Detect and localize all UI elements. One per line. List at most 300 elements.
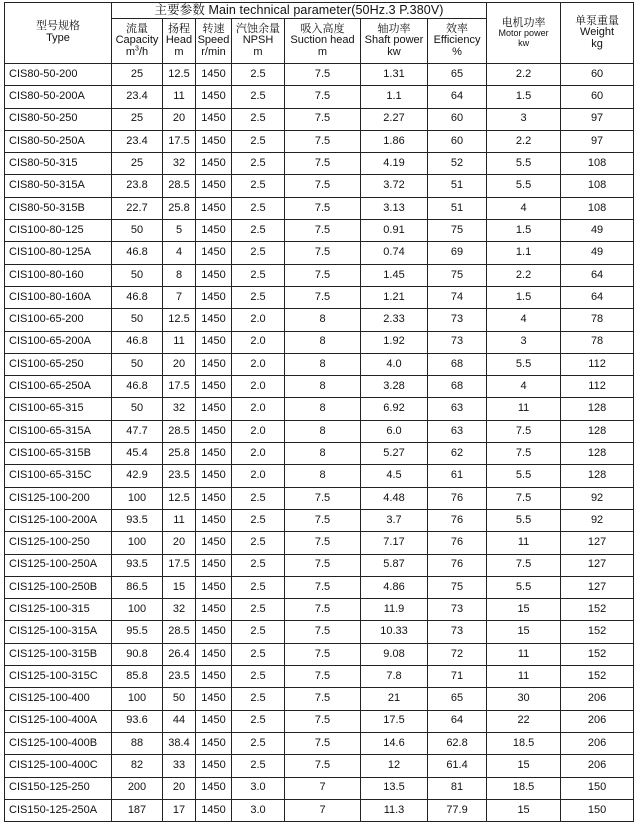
cell-motor-power: 2.2 (487, 264, 561, 286)
cell-efficiency: 74 (428, 286, 487, 308)
cell-speed: 1450 (196, 465, 232, 487)
table-row (5, 621, 634, 643)
cell-type: CIS125-100-315A (5, 621, 112, 643)
cell-shaft-power: 2.33 (361, 309, 428, 331)
header-type: 型号规格 Type (5, 3, 112, 64)
cell-speed: 1450 (196, 799, 232, 821)
cell-motor-power: 11 (487, 643, 561, 665)
cell-speed: 1450 (196, 420, 232, 442)
cell-suction-head: 8 (285, 420, 361, 442)
cell-speed: 1450 (196, 175, 232, 197)
table-row (5, 197, 634, 219)
header-head: 扬程 Head m (163, 19, 196, 64)
table-row (5, 799, 634, 821)
cell-motor-power: 4 (487, 309, 561, 331)
cell-npsh: 2.5 (232, 710, 285, 732)
cell-suction-head: 8 (285, 376, 361, 398)
cell-speed: 1450 (196, 509, 232, 531)
table-row (5, 286, 634, 308)
cell-npsh: 2.5 (232, 576, 285, 598)
table-row (5, 532, 634, 554)
cell-shaft-power: 4.48 (361, 487, 428, 509)
cell-shaft-power: 1.21 (361, 286, 428, 308)
cell-speed: 1450 (196, 353, 232, 375)
pump-spec-table (4, 2, 634, 822)
table-row (5, 710, 634, 732)
cell-head: 32 (163, 398, 196, 420)
cell-speed: 1450 (196, 666, 232, 688)
cell-type: CIS100-65-250 (5, 353, 112, 375)
cell-capacity: 47.7 (112, 420, 163, 442)
cell-speed: 1450 (196, 688, 232, 710)
cell-weight: 128 (561, 420, 634, 442)
cell-type: CIS80-50-200A (5, 86, 112, 108)
cell-shaft-power: 9.08 (361, 643, 428, 665)
cell-shaft-power: 10.33 (361, 621, 428, 643)
cell-capacity: 23.4 (112, 86, 163, 108)
cell-head: 7 (163, 286, 196, 308)
table-row (5, 86, 634, 108)
cell-type: CIS125-100-200 (5, 487, 112, 509)
cell-weight: 49 (561, 242, 634, 264)
cell-capacity: 82 (112, 755, 163, 777)
cell-efficiency: 75 (428, 576, 487, 598)
cell-head: 11 (163, 509, 196, 531)
cell-type: CIS100-65-315A (5, 420, 112, 442)
cell-efficiency: 64 (428, 86, 487, 108)
cell-weight: 108 (561, 175, 634, 197)
table-row (5, 666, 634, 688)
cell-weight: 206 (561, 688, 634, 710)
cell-shaft-power: 6.92 (361, 398, 428, 420)
cell-speed: 1450 (196, 487, 232, 509)
cell-efficiency: 68 (428, 353, 487, 375)
cell-efficiency: 51 (428, 175, 487, 197)
table-row (5, 376, 634, 398)
cell-head: 33 (163, 755, 196, 777)
cell-suction-head: 7.5 (285, 688, 361, 710)
cell-suction-head: 7 (285, 799, 361, 821)
cell-type: CIS150-125-250A (5, 799, 112, 821)
cell-capacity: 100 (112, 487, 163, 509)
cell-type: CIS100-65-200 (5, 309, 112, 331)
cell-speed: 1450 (196, 130, 232, 152)
cell-efficiency: 71 (428, 666, 487, 688)
cell-capacity: 46.8 (112, 286, 163, 308)
cell-weight: 127 (561, 554, 634, 576)
cell-head: 28.5 (163, 420, 196, 442)
cell-motor-power: 3 (487, 108, 561, 130)
cell-suction-head: 7.5 (285, 197, 361, 219)
cell-type: CIS100-65-200A (5, 331, 112, 353)
cell-suction-head: 8 (285, 309, 361, 331)
cell-npsh: 2.0 (232, 443, 285, 465)
cell-capacity: 50 (112, 309, 163, 331)
cell-npsh: 2.5 (232, 175, 285, 197)
cell-head: 20 (163, 353, 196, 375)
cell-shaft-power: 4.86 (361, 576, 428, 598)
cell-efficiency: 76 (428, 487, 487, 509)
cell-capacity: 46.8 (112, 331, 163, 353)
cell-head: 25.8 (163, 197, 196, 219)
cell-npsh: 2.5 (232, 487, 285, 509)
cell-capacity: 88 (112, 732, 163, 754)
cell-motor-power: 18.5 (487, 777, 561, 799)
cell-shaft-power: 21 (361, 688, 428, 710)
cell-suction-head: 7.5 (285, 264, 361, 286)
cell-capacity: 50 (112, 220, 163, 242)
table-row (5, 130, 634, 152)
cell-efficiency: 63 (428, 398, 487, 420)
cell-motor-power: 15 (487, 599, 561, 621)
table-row (5, 465, 634, 487)
cell-shaft-power: 3.72 (361, 175, 428, 197)
cell-npsh: 2.5 (232, 532, 285, 554)
cell-weight: 78 (561, 309, 634, 331)
cell-npsh: 2.5 (232, 755, 285, 777)
cell-efficiency: 65 (428, 64, 487, 86)
cell-npsh: 2.0 (232, 465, 285, 487)
cell-weight: 92 (561, 487, 634, 509)
cell-motor-power: 5.5 (487, 153, 561, 175)
cell-head: 20 (163, 532, 196, 554)
header-motor-power: 电机功率 Motor power kw (487, 3, 561, 64)
cell-efficiency: 52 (428, 153, 487, 175)
cell-speed: 1450 (196, 732, 232, 754)
cell-head: 26.4 (163, 643, 196, 665)
cell-type: CIS100-80-160 (5, 264, 112, 286)
cell-motor-power: 4 (487, 376, 561, 398)
cell-speed: 1450 (196, 710, 232, 732)
cell-type: CIS80-50-315A (5, 175, 112, 197)
cell-capacity: 85.8 (112, 666, 163, 688)
cell-capacity: 50 (112, 264, 163, 286)
cell-capacity: 93.5 (112, 509, 163, 531)
cell-type: CIS125-100-315B (5, 643, 112, 665)
cell-speed: 1450 (196, 286, 232, 308)
cell-suction-head: 7.5 (285, 108, 361, 130)
cell-npsh: 2.5 (232, 621, 285, 643)
cell-shaft-power: 7.8 (361, 666, 428, 688)
cell-shaft-power: 12 (361, 755, 428, 777)
cell-weight: 127 (561, 532, 634, 554)
cell-capacity: 25 (112, 153, 163, 175)
cell-npsh: 2.5 (232, 86, 285, 108)
cell-weight: 97 (561, 130, 634, 152)
cell-head: 17.5 (163, 130, 196, 152)
cell-suction-head: 7.5 (285, 509, 361, 531)
cell-suction-head: 7.5 (285, 220, 361, 242)
cell-suction-head: 7.5 (285, 242, 361, 264)
cell-efficiency: 76 (428, 532, 487, 554)
table-row (5, 643, 634, 665)
cell-efficiency: 77.9 (428, 799, 487, 821)
table-row (5, 309, 634, 331)
cell-npsh: 2.5 (232, 286, 285, 308)
cell-suction-head: 7.5 (285, 175, 361, 197)
cell-npsh: 3.0 (232, 777, 285, 799)
cell-efficiency: 69 (428, 242, 487, 264)
cell-efficiency: 64 (428, 710, 487, 732)
cell-npsh: 2.5 (232, 264, 285, 286)
cell-weight: 108 (561, 153, 634, 175)
table-row (5, 420, 634, 442)
table-row (5, 688, 634, 710)
cell-shaft-power: 6.0 (361, 420, 428, 442)
cell-npsh: 2.5 (232, 197, 285, 219)
header-weight: 单泵重量 Weight kg (561, 3, 634, 64)
table-row (5, 242, 634, 264)
cell-capacity: 23.4 (112, 130, 163, 152)
cell-capacity: 25 (112, 108, 163, 130)
cell-head: 38.4 (163, 732, 196, 754)
cell-npsh: 2.5 (232, 108, 285, 130)
table-body (5, 64, 634, 822)
cell-suction-head: 7.5 (285, 621, 361, 643)
cell-motor-power: 5.5 (487, 509, 561, 531)
cell-type: CIS125-100-250A (5, 554, 112, 576)
cell-weight: 206 (561, 755, 634, 777)
table-row (5, 331, 634, 353)
cell-weight: 64 (561, 286, 634, 308)
table-row (5, 487, 634, 509)
cell-motor-power: 5.5 (487, 576, 561, 598)
cell-type: CIS100-65-250A (5, 376, 112, 398)
cell-shaft-power: 4.0 (361, 353, 428, 375)
cell-capacity: 46.8 (112, 242, 163, 264)
cell-shaft-power: 4.19 (361, 153, 428, 175)
header-capacity: 流量 Capacity $m^3/h$ (112, 19, 163, 64)
header-main-title: 主要参数 Main technical parameter(50Hz.3 P.380V) (112, 3, 487, 19)
cell-speed: 1450 (196, 755, 232, 777)
cell-efficiency: 81 (428, 777, 487, 799)
cell-speed: 1450 (196, 643, 232, 665)
table-row (5, 353, 634, 375)
cell-efficiency: 73 (428, 331, 487, 353)
cell-efficiency: 76 (428, 554, 487, 576)
cell-suction-head: 7.5 (285, 599, 361, 621)
cell-head: 12.5 (163, 487, 196, 509)
cell-head: 23.5 (163, 666, 196, 688)
cell-head: 50 (163, 688, 196, 710)
cell-weight: 92 (561, 509, 634, 531)
cell-head: 28.5 (163, 621, 196, 643)
cell-weight: 206 (561, 732, 634, 754)
cell-shaft-power: 11.3 (361, 799, 428, 821)
cell-shaft-power: 1.45 (361, 264, 428, 286)
cell-efficiency: 61 (428, 465, 487, 487)
cell-suction-head: 8 (285, 465, 361, 487)
cell-weight: 152 (561, 621, 634, 643)
cell-shaft-power: 0.74 (361, 242, 428, 264)
header-suction-head: 吸入高度 Suction head m (285, 19, 361, 64)
cell-npsh: 2.5 (232, 732, 285, 754)
cell-capacity: 100 (112, 532, 163, 554)
cell-weight: 127 (561, 576, 634, 598)
cell-motor-power: 7.5 (487, 487, 561, 509)
cell-capacity: 90.8 (112, 643, 163, 665)
cell-suction-head: 7.5 (285, 755, 361, 777)
cell-suction-head: 8 (285, 331, 361, 353)
cell-npsh: 2.0 (232, 309, 285, 331)
cell-weight: 60 (561, 86, 634, 108)
cell-suction-head: 7.5 (285, 487, 361, 509)
cell-motor-power: 15 (487, 621, 561, 643)
cell-type: CIS100-80-125A (5, 242, 112, 264)
cell-weight: 112 (561, 353, 634, 375)
table-row (5, 443, 634, 465)
cell-motor-power: 7.5 (487, 420, 561, 442)
cell-shaft-power: 2.27 (361, 108, 428, 130)
cell-npsh: 2.0 (232, 398, 285, 420)
cell-suction-head: 8 (285, 443, 361, 465)
cell-capacity: 23.8 (112, 175, 163, 197)
cell-npsh: 2.5 (232, 666, 285, 688)
cell-weight: 152 (561, 599, 634, 621)
cell-efficiency: 62 (428, 443, 487, 465)
cell-type: CIS100-65-315 (5, 398, 112, 420)
cell-type: CIS100-65-315C (5, 465, 112, 487)
cell-weight: 49 (561, 220, 634, 242)
cell-capacity: 45.4 (112, 443, 163, 465)
table-row (5, 576, 634, 598)
cell-npsh: 2.5 (232, 643, 285, 665)
cell-suction-head: 7.5 (285, 130, 361, 152)
cell-motor-power: 1.5 (487, 86, 561, 108)
cell-efficiency: 68 (428, 376, 487, 398)
cell-suction-head: 7.5 (285, 710, 361, 732)
cell-capacity: 50 (112, 353, 163, 375)
cell-type: CIS125-100-315C (5, 666, 112, 688)
cell-shaft-power: 11.9 (361, 599, 428, 621)
header-npsh: 汽蚀余量 NPSH m (232, 19, 285, 64)
cell-efficiency: 60 (428, 108, 487, 130)
cell-efficiency: 65 (428, 688, 487, 710)
cell-shaft-power: 3.28 (361, 376, 428, 398)
cell-shaft-power: 5.87 (361, 554, 428, 576)
cell-type: CIS80-50-315B (5, 197, 112, 219)
cell-motor-power: 5.5 (487, 353, 561, 375)
cell-shaft-power: 5.27 (361, 443, 428, 465)
cell-motor-power: 1.5 (487, 286, 561, 308)
cell-suction-head: 7.5 (285, 643, 361, 665)
cell-speed: 1450 (196, 554, 232, 576)
cell-capacity: 95.5 (112, 621, 163, 643)
cell-shaft-power: 17.5 (361, 710, 428, 732)
cell-suction-head: 8 (285, 398, 361, 420)
cell-speed: 1450 (196, 443, 232, 465)
header-shaft-power: 轴功率 Shaft power kw (361, 19, 428, 64)
cell-weight: 60 (561, 64, 634, 86)
table-row (5, 398, 634, 420)
table-row (5, 777, 634, 799)
cell-type: CIS80-50-250 (5, 108, 112, 130)
cell-head: 8 (163, 264, 196, 286)
cell-npsh: 2.5 (232, 509, 285, 531)
cell-head: 17.5 (163, 376, 196, 398)
cell-type: CIS100-80-160A (5, 286, 112, 308)
cell-speed: 1450 (196, 621, 232, 643)
cell-motor-power: 22 (487, 710, 561, 732)
cell-npsh: 2.5 (232, 599, 285, 621)
cell-npsh: 2.5 (232, 130, 285, 152)
cell-speed: 1450 (196, 197, 232, 219)
cell-weight: 206 (561, 710, 634, 732)
cell-weight: 112 (561, 376, 634, 398)
cell-speed: 1450 (196, 64, 232, 86)
table-row (5, 509, 634, 531)
cell-npsh: 2.0 (232, 353, 285, 375)
cell-speed: 1450 (196, 331, 232, 353)
cell-shaft-power: 14.6 (361, 732, 428, 754)
cell-speed: 1450 (196, 242, 232, 264)
cell-capacity: 42.9 (112, 465, 163, 487)
cell-npsh: 3.0 (232, 799, 285, 821)
header-speed: 转速 Speed r/min (196, 19, 232, 64)
cell-suction-head: 7.5 (285, 554, 361, 576)
cell-suction-head: 7.5 (285, 532, 361, 554)
cell-efficiency: 73 (428, 309, 487, 331)
cell-suction-head: 7.5 (285, 286, 361, 308)
cell-weight: 108 (561, 197, 634, 219)
table-row (5, 175, 634, 197)
cell-shaft-power: 1.86 (361, 130, 428, 152)
cell-npsh: 2.5 (232, 220, 285, 242)
cell-efficiency: 63 (428, 420, 487, 442)
cell-motor-power: 11 (487, 532, 561, 554)
cell-motor-power: 11 (487, 398, 561, 420)
cell-motor-power: 5.5 (487, 465, 561, 487)
cell-capacity: 93.6 (112, 710, 163, 732)
cell-npsh: 2.0 (232, 331, 285, 353)
cell-motor-power: 7.5 (487, 554, 561, 576)
cell-efficiency: 61.4 (428, 755, 487, 777)
table-row (5, 108, 634, 130)
cell-speed: 1450 (196, 376, 232, 398)
cell-head: 32 (163, 599, 196, 621)
cell-type: CIS150-125-250 (5, 777, 112, 799)
cell-head: 28.5 (163, 175, 196, 197)
cell-speed: 1450 (196, 86, 232, 108)
cell-type: CIS80-50-315 (5, 153, 112, 175)
cell-head: 11 (163, 86, 196, 108)
cell-weight: 150 (561, 799, 634, 821)
cell-npsh: 2.5 (232, 688, 285, 710)
cell-type: CIS125-100-250 (5, 532, 112, 554)
cell-shaft-power: 1.92 (361, 331, 428, 353)
cell-suction-head: 7.5 (285, 64, 361, 86)
cell-npsh: 2.5 (232, 64, 285, 86)
cell-suction-head: 7.5 (285, 666, 361, 688)
cell-type: CIS100-65-315B (5, 443, 112, 465)
cell-efficiency: 72 (428, 643, 487, 665)
cell-motor-power: 1.5 (487, 220, 561, 242)
cell-capacity: 100 (112, 688, 163, 710)
cell-head: 5 (163, 220, 196, 242)
cell-efficiency: 73 (428, 599, 487, 621)
cell-shaft-power: 4.5 (361, 465, 428, 487)
cell-type: CIS125-100-315 (5, 599, 112, 621)
cell-head: 17 (163, 799, 196, 821)
cell-type: CIS125-100-250B (5, 576, 112, 598)
cell-type: CIS125-100-200A (5, 509, 112, 531)
cell-npsh: 2.5 (232, 153, 285, 175)
cell-type: CIS80-50-200 (5, 64, 112, 86)
cell-shaft-power: 3.13 (361, 197, 428, 219)
cell-head: 25.8 (163, 443, 196, 465)
cell-head: 11 (163, 331, 196, 353)
cell-speed: 1450 (196, 599, 232, 621)
